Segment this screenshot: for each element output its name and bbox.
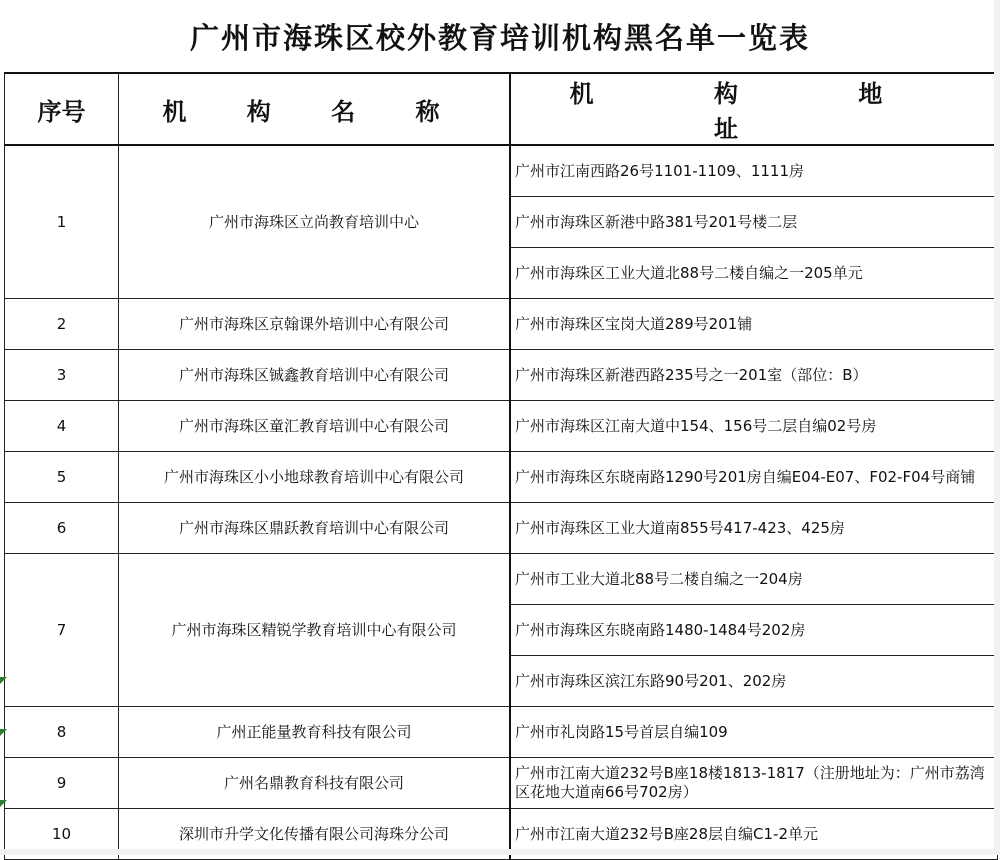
- table-row: [5, 299, 998, 350]
- cell-comment-marker[interactable]: [0, 800, 7, 807]
- header-address-text: 机 构 地 址: [569, 80, 939, 143]
- cell-name[interactable]: 广州市海珠区童汇教育培训中心有限公司: [119, 401, 511, 452]
- cell-name[interactable]: 广州市海珠区京翰课外培训中心有限公司: [119, 299, 511, 350]
- table-row: [5, 452, 998, 503]
- cell-name[interactable]: 深圳市升学文化传播有限公司海珠分公司: [119, 809, 511, 860]
- cell-no[interactable]: 6: [5, 503, 119, 554]
- cell-address[interactable]: 广州市工业大道北88号二楼自编之一204房: [510, 554, 998, 605]
- cell-comment-marker[interactable]: [0, 677, 7, 684]
- cell-name[interactable]: 广州市海珠区鼎跃教育培训中心有限公司: [119, 503, 511, 554]
- cell-no[interactable]: 10: [5, 809, 119, 860]
- cell-no[interactable]: 4: [5, 401, 119, 452]
- blacklist-table: [4, 72, 998, 860]
- cell-no[interactable]: 8: [5, 707, 119, 758]
- cell-name[interactable]: 广州市海珠区小小地球教育培训中心有限公司: [119, 452, 511, 503]
- header-name-text: 机 构 名 称: [162, 97, 466, 126]
- cell-name[interactable]: 广州市海珠区精锐学教育培训中心有限公司: [119, 554, 511, 707]
- cell-address[interactable]: 广州市海珠区新港中路381号201号楼二层: [510, 197, 998, 248]
- cell-no[interactable]: 7: [5, 554, 119, 707]
- cell-name[interactable]: 广州市海珠区立尚教育培训中心: [119, 145, 511, 299]
- cell-address[interactable]: 广州市海珠区工业大道南855号417-423、425房: [510, 503, 998, 554]
- cell-address[interactable]: 广州市江南大道232号B座28层自编C1-2单元: [510, 809, 998, 860]
- table-row: [5, 350, 998, 401]
- cell-no[interactable]: 2: [5, 299, 119, 350]
- header-address[interactable]: [510, 73, 998, 145]
- cell-comment-marker[interactable]: [0, 729, 7, 736]
- cell-address[interactable]: 广州市海珠区新港西路235号之一201室（部位：B）: [510, 350, 998, 401]
- cell-address[interactable]: 广州市礼岗路15号首层自编109: [510, 707, 998, 758]
- cell-name[interactable]: 广州市海珠区铖鑫教育培训中心有限公司: [119, 350, 511, 401]
- sheet-edge-bottom: [0, 849, 1000, 855]
- header-name[interactable]: [119, 73, 511, 145]
- table-row: [5, 401, 998, 452]
- table-row: [5, 554, 998, 605]
- table-row: [5, 758, 998, 809]
- table-row: [5, 503, 998, 554]
- cell-no[interactable]: 3: [5, 350, 119, 401]
- sheet-edge-right: [994, 0, 1000, 855]
- cell-name[interactable]: 广州名鼎教育科技有限公司: [119, 758, 511, 809]
- cell-address[interactable]: 广州市海珠区东晓南路1290号201房自编E04-E07、F02-F04号商铺: [510, 452, 998, 503]
- cell-no[interactable]: 5: [5, 452, 119, 503]
- cell-address[interactable]: 广州市海珠区滨江东路90号201、202房: [510, 656, 998, 707]
- table-row: [5, 707, 998, 758]
- cell-no[interactable]: 9: [5, 758, 119, 809]
- header-no[interactable]: 序号: [5, 73, 119, 145]
- cell-address[interactable]: 广州市江南西路26号1101-1109、1111房: [510, 145, 998, 197]
- cell-address[interactable]: 广州市海珠区东晓南路1480-1484号202房: [510, 605, 998, 656]
- cell-no[interactable]: 1: [5, 145, 119, 299]
- table-title: 广州市海珠区校外教育培训机构黑名单一览表: [189, 20, 810, 55]
- cell-address[interactable]: 广州市海珠区宝岗大道289号201铺: [510, 299, 998, 350]
- header-row: [5, 73, 998, 145]
- table-row: [5, 145, 998, 197]
- cell-address[interactable]: 广州市海珠区江南大道中154、156号二层自编02号房: [510, 401, 998, 452]
- cell-name[interactable]: 广州正能量教育科技有限公司: [119, 707, 511, 758]
- cell-address[interactable]: 广州市江南大道232号B座18楼1813-1817（注册地址为：广州市荔湾区花地大道南66号702房）: [510, 758, 998, 809]
- cell-address[interactable]: 广州市海珠区工业大道北88号二楼自编之一205单元: [510, 248, 998, 299]
